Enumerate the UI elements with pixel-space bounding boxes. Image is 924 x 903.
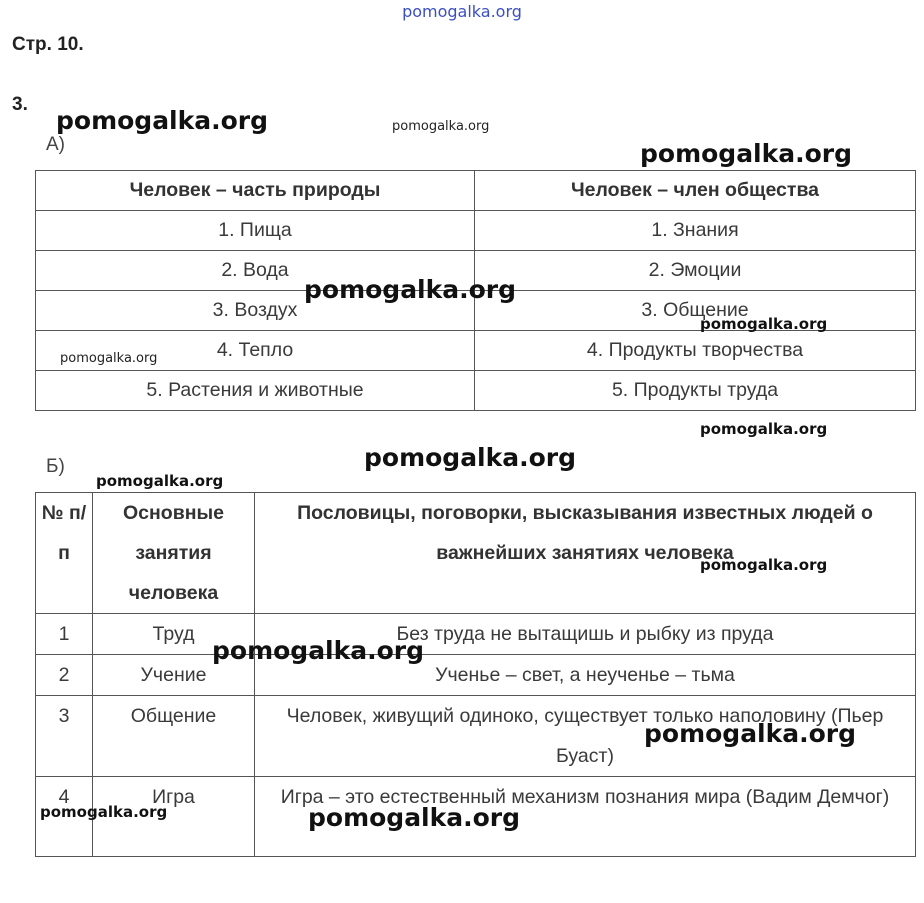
table-cell: 2 — [36, 655, 93, 696]
section-a-label: А) — [46, 134, 65, 155]
table-row — [36, 614, 916, 655]
table-a-header-row — [36, 171, 916, 211]
table-row — [36, 211, 916, 251]
table-cell: 3. Воздух — [36, 291, 475, 331]
table-cell: 1. Пища — [36, 211, 475, 251]
watermark: pomogalka.org — [212, 636, 425, 665]
table-cell: 5. Продукты труда — [475, 371, 916, 411]
table-cell: Общение — [93, 696, 255, 777]
page-title: Стр. 10. — [12, 34, 84, 55]
table-cell: Учение — [93, 655, 255, 696]
section-b-label: Б) — [46, 456, 65, 477]
table-cell: Игра — [93, 777, 255, 857]
table-b-header-activity: Основные занятия человека — [93, 493, 255, 614]
table-row — [36, 371, 916, 411]
task-number: 3. — [12, 94, 28, 115]
table-cell: 1. Знания — [475, 211, 916, 251]
top-watermark: pomogalka.org — [402, 2, 522, 21]
table-cell: 1 — [36, 614, 93, 655]
watermark: pomogalka.org — [60, 351, 158, 366]
table-cell: Ученье – свет, а неученье – тьма — [255, 655, 916, 696]
watermark: pomogalka.org — [700, 556, 828, 574]
table-cell: Без труда не вытащишь и рыбку из пруда — [255, 614, 916, 655]
watermark: pomogalka.org — [364, 443, 577, 472]
watermark: pomogalka.org — [700, 315, 828, 333]
watermark: pomogalka.org — [304, 275, 517, 304]
table-row — [36, 331, 916, 371]
table-cell: 4 — [36, 777, 93, 857]
table-row — [36, 655, 916, 696]
table-cell: 2. Эмоции — [475, 251, 916, 291]
table-cell: 4. Тепло — [36, 331, 475, 371]
watermark: pomogalka.org — [640, 139, 853, 168]
watermark: pomogalka.org — [700, 420, 828, 438]
table-a-header-society: Человек – член общества — [475, 171, 916, 211]
table-a-header-nature: Человек – часть природы — [36, 171, 475, 211]
table-cell: 5. Растения и животные — [36, 371, 475, 411]
table-b-header-num: № п/п — [36, 493, 93, 614]
watermark: pomogalka.org — [96, 472, 224, 490]
watermark: pomogalka.org — [308, 803, 521, 832]
table-cell: Труд — [93, 614, 255, 655]
table-cell: Игра – это естественный механизм познания мира (Вадим Демчог) — [255, 777, 916, 857]
watermark: pomogalka.org — [40, 803, 168, 821]
table-cell: Человек, живущий одиноко, существует только наполовину (Пьер Буаст) — [255, 696, 916, 777]
table-cell: 3. Общение — [475, 291, 916, 331]
watermark: pomogalka.org — [644, 719, 857, 748]
table-b-header-row — [36, 493, 916, 614]
table-b-header-sayings: Пословицы, поговорки, высказывания известных людей о важнейших занятиях человека — [255, 493, 916, 614]
watermark: pomogalka.org — [56, 106, 269, 135]
table-cell: 3 — [36, 696, 93, 777]
table-cell: 4. Продукты творчества — [475, 331, 916, 371]
table-cell: 2. Вода — [36, 251, 475, 291]
watermark: pomogalka.org — [392, 119, 490, 134]
